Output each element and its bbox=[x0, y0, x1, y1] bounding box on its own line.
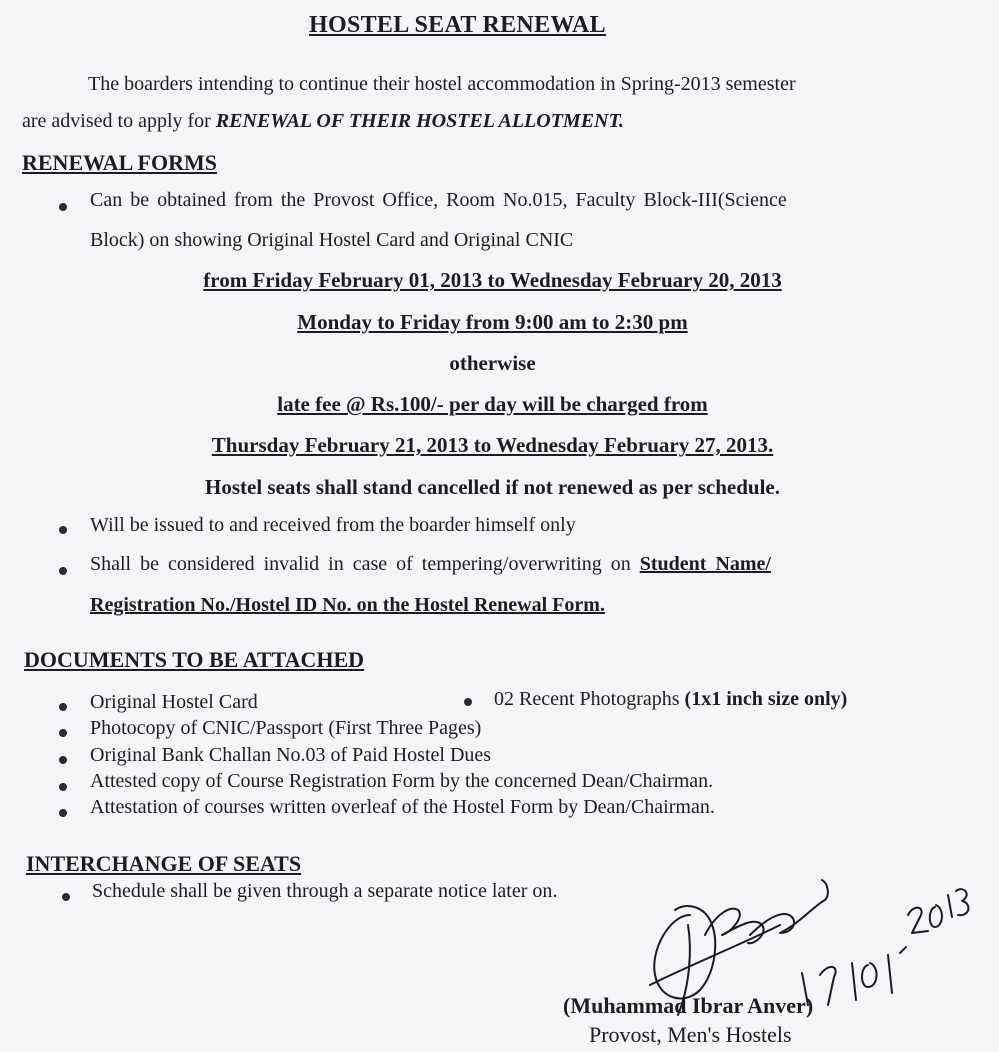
bullet-icon bbox=[62, 893, 70, 901]
intro-line-2 bbox=[22, 110, 624, 133]
document-item-2-prefix: 02 Recent Photographs bbox=[494, 688, 685, 710]
document-item-2-size: (1x1 inch size only) bbox=[684, 688, 848, 710]
bullet-icon bbox=[59, 783, 67, 791]
intro-line-1: The boarders intending to continue their hostel accommodation in Spring-2013 semester bbox=[88, 73, 796, 95]
document-item-5: Attested copy of Course Registration Form by the concerned Dean/Chairman. bbox=[90, 770, 714, 792]
renewal-bullet-3-prefix: Shall be considered invalid in case of tempering/overwriting on bbox=[90, 553, 640, 575]
signatory-designation: Provost, Men's Hostels bbox=[589, 1022, 792, 1047]
notice-title: HOSTEL SEAT RENEWAL bbox=[309, 12, 606, 38]
signatory-name: (Muhammad Ibrar Anver) bbox=[563, 993, 814, 1018]
bullet-icon bbox=[59, 203, 67, 211]
bullet-icon bbox=[59, 809, 67, 817]
renewal-dates-line: from Friday February 01, 2013 to Wednesday February 20, 2013 bbox=[203, 268, 782, 292]
interchange-item-1: Schedule shall be given through a separate notice later on. bbox=[92, 880, 558, 902]
document-item-6: Attestation of courses written overleaf of the Hostel Form by Dean/Chairman. bbox=[90, 796, 715, 818]
cancellation-line: Hostel seats shall stand cancelled if not renewed as per schedule. bbox=[205, 475, 780, 499]
document-item-4: Original Bank Challan No.03 of Paid Hostel Dues bbox=[90, 744, 492, 766]
documents-heading: DOCUMENTS TO BE ATTACHED bbox=[24, 647, 365, 672]
document-item-1: Original Hostel Card bbox=[90, 691, 258, 713]
renewal-bullet-3-line-2: Registration No./Hostel ID No. on the Hostel Renewal Form. bbox=[90, 594, 605, 616]
late-dates-line: Thursday February 21, 2013 to Wednesday February 27, 2013. bbox=[211, 433, 774, 457]
bullet-icon bbox=[59, 703, 67, 711]
interchange-heading: INTERCHANGE OF SEATS bbox=[26, 851, 302, 876]
bullet-icon bbox=[464, 698, 472, 706]
otherwise-line: otherwise bbox=[449, 351, 536, 375]
renewal-bullet-1-line-1: Can be obtained from the Provost Office, Room No.015, Faculty Block-III(Science bbox=[90, 189, 787, 211]
bullet-icon bbox=[59, 526, 67, 534]
renewal-bullet-3-line-1 bbox=[90, 553, 771, 576]
document-item-2 bbox=[494, 688, 847, 711]
intro-line-2-emphasis: RENEWAL OF THEIR HOSTEL ALLOTMENT. bbox=[215, 110, 624, 132]
renewal-forms-heading: RENEWAL FORMS bbox=[22, 150, 217, 175]
renewal-bullet-1-line-2: Block) on showing Original Hostel Card and Original CNIC bbox=[90, 229, 574, 251]
renewal-bullet-3-emphasis-1: Student Name/ bbox=[639, 553, 771, 575]
document-item-3: Photocopy of CNIC/Passport (First Three Pages) bbox=[90, 717, 482, 739]
bullet-icon bbox=[59, 729, 67, 737]
renewal-bullet-2: Will be issued to and received from the boarder himself only bbox=[90, 514, 576, 536]
office-hours-line: Monday to Friday from 9:00 am to 2:30 pm bbox=[297, 310, 688, 334]
bullet-icon bbox=[59, 567, 67, 575]
late-fee-line: late fee @ Rs.100/- per day will be charged from bbox=[277, 392, 708, 416]
intro-line-2-prefix: are advised to apply for bbox=[22, 110, 216, 132]
bullet-icon bbox=[59, 756, 67, 764]
